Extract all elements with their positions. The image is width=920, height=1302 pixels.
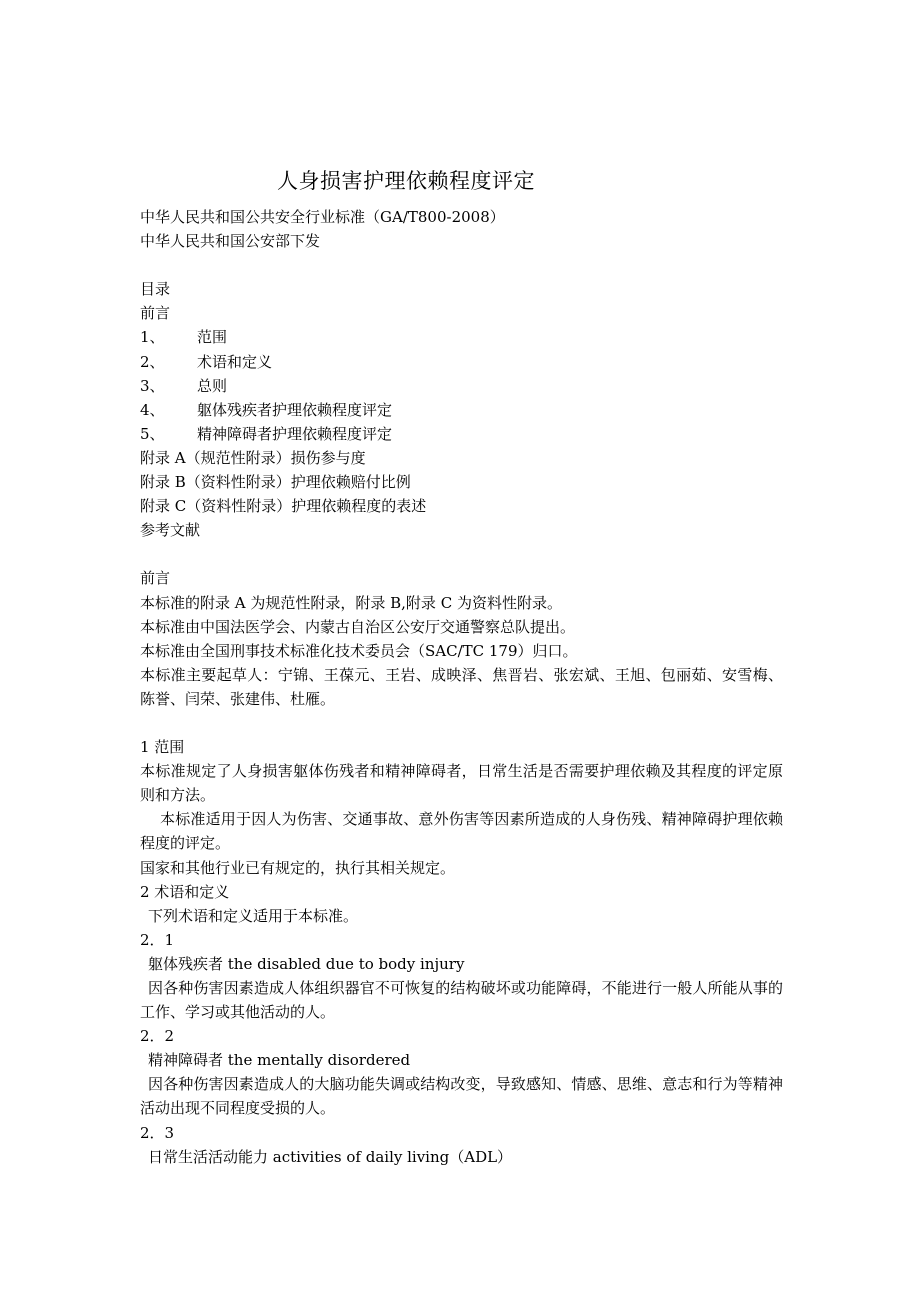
toc-item-label: 精神障碍者护理依赖程度评定: [197, 424, 393, 443]
standard-line: 中华人民共和国公共安全行业标准（GA/T800-2008）: [140, 208, 505, 226]
spacer: [140, 542, 783, 566]
toc-item: [140, 325, 783, 349]
toc-item-label: 躯体残疾者护理依赖程度评定: [197, 400, 393, 419]
section1-heading: 1 范围: [140, 738, 185, 757]
toc-item-number: 3、: [140, 376, 165, 395]
section1-paragraph: 本标准规定了人身损害躯体伤残者和精神障碍者，日常生活是否需要护理依赖及其程度的评定原则和方法。: [140, 762, 783, 805]
document-body: [140, 205, 783, 1169]
document-title: 人身损害护理依赖程度评定: [277, 169, 535, 193]
toc-item-number: 1、: [140, 328, 165, 347]
toc-item-number: 2、: [140, 352, 165, 371]
toc-appendix-b: 附录 B（资料性附录）护理依赖赔付比例: [140, 473, 411, 492]
term-number: 2．2: [140, 1027, 175, 1046]
term-number: 2．3: [140, 1123, 175, 1142]
section1-paragraph: 本标准适用于因人为伤害、交通事故、意外伤害等因素所造成的人身伤残、精神障碍护理依赖程度的评定。: [140, 810, 783, 853]
spacer: [140, 711, 783, 735]
term-definition: 因各种伤害因素造成人体组织器官不可恢复的结构破坏或功能障碍，不能进行一般人所能从事的工作、学习或其他活动的人。: [140, 979, 783, 1022]
toc-item: [140, 350, 783, 374]
section2-intro: 下列术语和定义适用于本标准。: [148, 906, 359, 925]
foreword-line: 本标准的附录 A 为规范性附录，附录 B,附录 C 为资料性附录。: [140, 593, 562, 612]
term-title: 精神障碍者 the mentally disordered: [148, 1051, 411, 1070]
toc-references: 参考文献: [140, 521, 201, 540]
toc-item-label: 总则: [197, 376, 228, 395]
toc-item-label: 范围: [197, 328, 228, 347]
toc-item: [140, 374, 783, 398]
toc-item: [140, 422, 783, 446]
foreword-line: 本标准由中国法医学会、内蒙古自治区公安厅交通警察总队提出。: [140, 617, 576, 636]
toc-heading: 目录: [140, 280, 171, 299]
spacer: [140, 253, 783, 277]
toc-item-label: 术语和定义: [197, 352, 273, 371]
term-definition: 因各种伤害因素造成人的大脑功能失调或结构改变，导致感知、情感、思维、意志和行为等精神活动出现不同程度受损的人。: [140, 1075, 783, 1118]
section2-heading: 2 术语和定义: [140, 882, 230, 901]
foreword-drafters: 本标准主要起草人：宁锦、王葆元、王岩、成映泽、焦晋岩、张宏斌、王旭、包丽茹、安雪梅、陈誉、闫荣、张建伟、杜雁。: [140, 665, 783, 708]
toc-item: [140, 398, 783, 422]
toc-appendix-a: 附录 A（规范性附录）损伤参与度: [140, 448, 366, 467]
term-title: 日常生活活动能力 activities of daily living（ADL）: [148, 1147, 513, 1166]
issuer-line: 中华人民共和国公安部下发: [140, 232, 321, 251]
term-title: 躯体残疾者 the disabled due to body injury: [148, 954, 465, 973]
section1-paragraph: 国家和其他行业已有规定的，执行其相关规定。: [140, 858, 456, 877]
toc-foreword: 前言: [140, 304, 171, 323]
foreword-line: 本标准由全国刑事技术标准化技术委员会（SAC/TC 179）归口。: [140, 641, 578, 660]
toc-item-number: 5、: [140, 424, 165, 443]
term-number: 2．1: [140, 930, 175, 949]
toc-appendix-c: 附录 C（资料性附录）护理依赖程度的表述: [140, 497, 427, 516]
toc-item-number: 4、: [140, 400, 165, 419]
foreword-heading: 前言: [140, 569, 171, 588]
